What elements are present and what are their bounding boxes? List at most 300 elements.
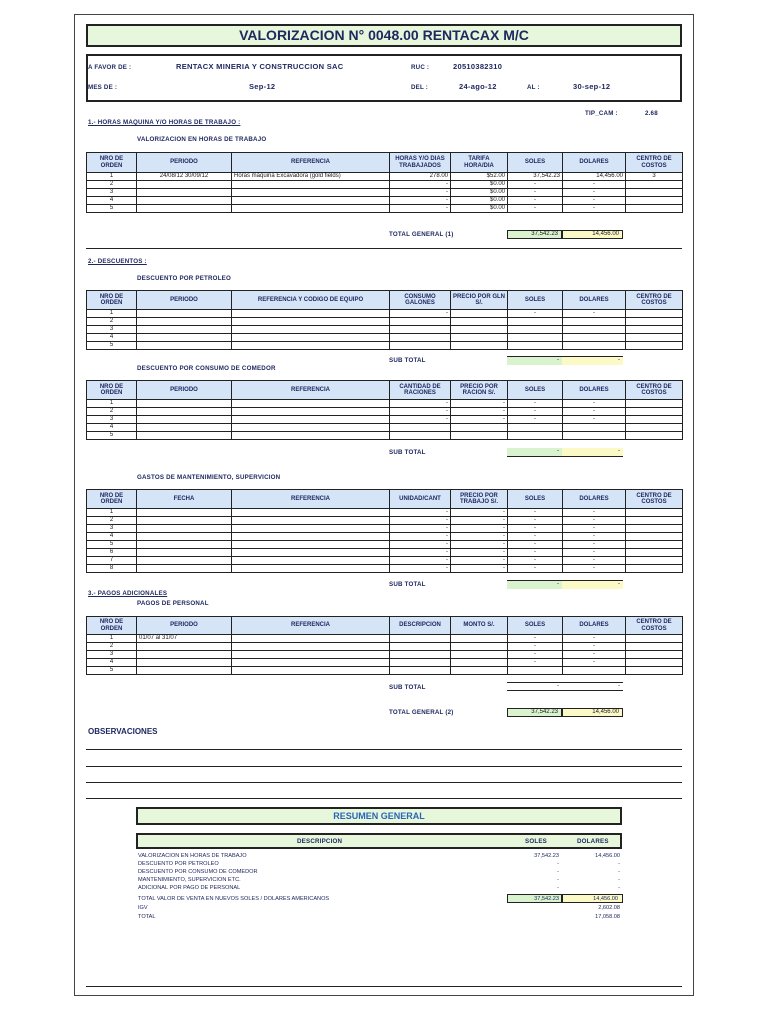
table-cell bbox=[137, 334, 232, 342]
col-header: NRO DE ORDEN bbox=[87, 617, 137, 635]
resumen-col-dolares: DOLARES bbox=[577, 838, 609, 845]
table-cell: 4 bbox=[87, 197, 137, 205]
table-cell bbox=[626, 549, 683, 557]
resumen-dolares: 2,602.08 bbox=[598, 905, 620, 911]
table-cell: - bbox=[390, 557, 451, 565]
table-cell bbox=[508, 318, 563, 326]
table-cell: 2 bbox=[87, 643, 137, 651]
table-cell bbox=[232, 565, 390, 573]
al-value: 30-sep-12 bbox=[573, 82, 611, 91]
table-cell: 3 bbox=[626, 173, 683, 181]
mes-value: Sep-12 bbox=[249, 82, 276, 91]
resumen-dolares: - bbox=[618, 861, 620, 867]
col-header: UNIDAD/CANT bbox=[390, 490, 451, 509]
resumen-row bbox=[138, 868, 622, 876]
table-row bbox=[87, 659, 683, 667]
table-cell bbox=[390, 334, 451, 342]
table-cell bbox=[626, 557, 683, 565]
table-row bbox=[87, 509, 683, 517]
table-cell: - bbox=[390, 549, 451, 557]
table-cell: - bbox=[451, 533, 508, 541]
table-cell: - bbox=[563, 205, 626, 213]
table-cell: - bbox=[390, 533, 451, 541]
col-header: PERIODO bbox=[137, 381, 232, 400]
col-header: PRECIO POR RACION S/. bbox=[451, 381, 508, 400]
table-cell bbox=[232, 635, 390, 643]
total-general-1-label: TOTAL GENERAL (1) bbox=[389, 231, 454, 238]
table-cell: - bbox=[563, 659, 626, 667]
table-cell: 3 bbox=[87, 189, 137, 197]
table-cell bbox=[232, 557, 390, 565]
table-cell bbox=[232, 205, 390, 213]
resumen-desc: MANTENIMIENTO, SUPERVICION ETC. bbox=[138, 877, 241, 883]
col-header: DOLARES bbox=[563, 490, 626, 509]
table-cell: - bbox=[508, 549, 563, 557]
table-row bbox=[87, 549, 683, 557]
table-cell: - bbox=[390, 509, 451, 517]
table-cell: 2 bbox=[87, 408, 137, 416]
table-cell bbox=[232, 659, 390, 667]
table-cell: - bbox=[508, 651, 563, 659]
table-row bbox=[87, 651, 683, 659]
table-cell: 2 bbox=[87, 318, 137, 326]
table-cell: 3 bbox=[87, 416, 137, 424]
table-cell: 1 bbox=[87, 509, 137, 517]
table-cell: - bbox=[508, 189, 563, 197]
table-cell: - bbox=[563, 635, 626, 643]
table-cell bbox=[232, 533, 390, 541]
table-cell bbox=[508, 326, 563, 334]
resumen-soles: - bbox=[557, 885, 559, 891]
mantenimiento-subtotal-label: SUB TOTAL bbox=[389, 581, 426, 588]
table-cell: - bbox=[508, 643, 563, 651]
table-row bbox=[87, 197, 683, 205]
ruc-label: RUC : bbox=[411, 64, 430, 71]
col-header: DOLARES bbox=[563, 291, 626, 310]
table-cell bbox=[626, 334, 683, 342]
col-header: DESCRIPCION bbox=[390, 617, 451, 635]
table-cell: - bbox=[390, 525, 451, 533]
resumen-row bbox=[138, 852, 622, 860]
table-cell: - bbox=[563, 189, 626, 197]
resumen-soles: 37,542.23 bbox=[534, 853, 559, 859]
table-cell: - bbox=[508, 509, 563, 517]
table-cell bbox=[137, 667, 232, 675]
table-row bbox=[87, 517, 683, 525]
table-cell: - bbox=[390, 517, 451, 525]
table-cell bbox=[137, 181, 232, 189]
table-cell bbox=[232, 667, 390, 675]
resumen-dolares: - bbox=[618, 877, 620, 883]
table-row bbox=[87, 424, 683, 432]
petroleo-subtotal-label: SUB TOTAL bbox=[389, 357, 426, 364]
table-cell: - bbox=[508, 400, 563, 408]
table-cell: $0.00 bbox=[451, 197, 508, 205]
comedor-subtotal-soles: - bbox=[507, 448, 562, 457]
resumen-dolares: 14,456.00 bbox=[595, 853, 620, 859]
table-cell: - bbox=[508, 205, 563, 213]
resumen-desc: TOTAL VALOR DE VENTA EN NUEVOS SOLES / DOLARES AMERICANOS bbox=[138, 896, 330, 902]
table-cell bbox=[390, 326, 451, 334]
table-cell: - bbox=[563, 181, 626, 189]
table-cell bbox=[232, 189, 390, 197]
observaciones-line bbox=[86, 782, 682, 783]
table-cell: - bbox=[563, 416, 626, 424]
table-row bbox=[87, 557, 683, 565]
table-cell: - bbox=[390, 541, 451, 549]
table-cell: 2 bbox=[87, 517, 137, 525]
col-header: REFERENCIA Y CODIGO DE EQUIPO bbox=[232, 291, 390, 310]
resumen-desc: VALORIZACION EN HORAS DE TRABAJO bbox=[138, 853, 247, 859]
table-cell: 5 bbox=[87, 432, 137, 440]
section-divider bbox=[86, 248, 682, 249]
table-cell: 5 bbox=[87, 667, 137, 675]
table-cell: 1 bbox=[87, 173, 137, 181]
table-cell bbox=[563, 424, 626, 432]
table-cell bbox=[626, 432, 683, 440]
table-cell bbox=[390, 342, 451, 350]
col-header: HORAS Y/O DIAS TRABAJADOS bbox=[390, 153, 451, 173]
col-header: DOLARES bbox=[563, 381, 626, 400]
table-cell bbox=[626, 310, 683, 318]
resumen-soles: - bbox=[557, 869, 559, 875]
table-cell: - bbox=[390, 400, 451, 408]
table-header-row bbox=[87, 490, 683, 509]
table-cell bbox=[137, 424, 232, 432]
col-header: FECHA bbox=[137, 490, 232, 509]
table-cell bbox=[451, 432, 508, 440]
resumen-row bbox=[138, 913, 622, 921]
table-cell bbox=[137, 342, 232, 350]
table-cell: - bbox=[563, 197, 626, 205]
table-cell: - bbox=[451, 557, 508, 565]
table-cell: 7 bbox=[87, 557, 137, 565]
table-cell: 3 bbox=[87, 651, 137, 659]
table-cell bbox=[137, 549, 232, 557]
resumen-desc: ADICIONAL POR PAGO DE PERSONAL bbox=[138, 885, 241, 891]
resumen-col-desc: DESCRIPCION bbox=[297, 838, 343, 845]
table-cell bbox=[626, 667, 683, 675]
table-cell: - bbox=[508, 310, 563, 318]
col-header: DOLARES bbox=[563, 617, 626, 635]
bottom-rule bbox=[86, 986, 682, 987]
table-cell bbox=[232, 326, 390, 334]
table-cell: 4 bbox=[87, 659, 137, 667]
table-row bbox=[87, 667, 683, 675]
comedor-subheading: DESCUENTO POR CONSUMO DE COMEDOR bbox=[137, 365, 276, 372]
table-cell bbox=[137, 643, 232, 651]
table-cell bbox=[563, 342, 626, 350]
table-cell: - bbox=[451, 408, 508, 416]
table-cell: Horas máquina Excavadora (gold fields) bbox=[232, 173, 390, 181]
table-cell: - bbox=[563, 565, 626, 573]
table-cell: - bbox=[390, 189, 451, 197]
col-header: REFERENCIA bbox=[232, 381, 390, 400]
total-general-2-soles: 37,542.23 bbox=[507, 708, 562, 717]
table-cell: 8 bbox=[87, 565, 137, 573]
table-cell bbox=[137, 651, 232, 659]
total-general-2-label: TOTAL GENERAL (2) bbox=[389, 709, 454, 716]
table-cell: - bbox=[451, 525, 508, 533]
petroleo-subheading: DESCUENTO POR PETROLEO bbox=[137, 275, 232, 282]
table-row bbox=[87, 525, 683, 533]
table-cell: - bbox=[390, 565, 451, 573]
table-cell bbox=[626, 326, 683, 334]
table-cell: - bbox=[508, 565, 563, 573]
table-cell bbox=[390, 424, 451, 432]
table-cell bbox=[137, 659, 232, 667]
pagos-subtotal-soles: - bbox=[507, 682, 562, 691]
table-cell bbox=[137, 197, 232, 205]
del-label: DEL : bbox=[411, 84, 429, 91]
table-cell: 3 bbox=[87, 326, 137, 334]
table-cell: $0.00 bbox=[451, 205, 508, 213]
table-cell bbox=[451, 659, 508, 667]
table-cell bbox=[232, 541, 390, 549]
table-cell bbox=[137, 416, 232, 424]
resumen-desc: TOTAL bbox=[138, 914, 156, 920]
table-row bbox=[87, 205, 683, 213]
table-cell bbox=[137, 189, 232, 197]
observaciones-line bbox=[86, 766, 682, 767]
table-cell: - bbox=[563, 310, 626, 318]
total-general-1-dolares: 14,456.00 bbox=[562, 230, 623, 239]
resumen-dolares: - bbox=[618, 869, 620, 875]
table-cell bbox=[563, 318, 626, 326]
col-header: CENTRO DE COSTOS bbox=[626, 153, 683, 173]
table-cell: 5 bbox=[87, 342, 137, 350]
table-cell: - bbox=[508, 181, 563, 189]
table-cell bbox=[137, 326, 232, 334]
resumen-desc: DESCUENTO POR PETROLEO bbox=[138, 861, 219, 867]
table-cell bbox=[232, 643, 390, 651]
section-2-heading: 2.- DESCUENTOS : bbox=[88, 258, 147, 265]
table-cell bbox=[563, 667, 626, 675]
resumen-title: RESUMEN GENERAL bbox=[136, 807, 622, 825]
table-cell: 4 bbox=[87, 424, 137, 432]
favor-label: A FAVOR DE : bbox=[88, 64, 132, 71]
table-cell: 5 bbox=[87, 205, 137, 213]
col-header: CONSUMO GALONES bbox=[390, 291, 451, 310]
table-cell: - bbox=[563, 408, 626, 416]
table-cell bbox=[563, 334, 626, 342]
table-cell bbox=[137, 400, 232, 408]
table-cell: - bbox=[451, 517, 508, 525]
table-cell: 4 bbox=[87, 334, 137, 342]
table-row bbox=[87, 408, 683, 416]
comedor-subtotal-dolares: - bbox=[562, 448, 623, 457]
col-header: PRECIO POR TRABAJO S/. bbox=[451, 490, 508, 509]
resumen-row bbox=[138, 895, 622, 903]
col-header: NRO DE ORDEN bbox=[87, 490, 137, 509]
table-cell bbox=[232, 342, 390, 350]
table-cell: 278.00 bbox=[390, 173, 451, 181]
table-cell bbox=[137, 310, 232, 318]
table-cell bbox=[626, 205, 683, 213]
table-cell bbox=[137, 432, 232, 440]
table-cell: 14,456.00 bbox=[563, 173, 626, 181]
table-cell bbox=[232, 408, 390, 416]
table-row bbox=[87, 635, 683, 643]
tipcam-label: TIP_CAM : bbox=[585, 110, 618, 117]
table-cell bbox=[232, 310, 390, 318]
resumen-col-soles: SOLES bbox=[525, 838, 547, 845]
table-cell bbox=[390, 318, 451, 326]
table-cell bbox=[232, 424, 390, 432]
resumen-soles: - bbox=[557, 877, 559, 883]
col-header: CENTRO DE COSTOS bbox=[626, 490, 683, 509]
table-cell: 2 bbox=[87, 181, 137, 189]
resumen-header bbox=[136, 833, 622, 849]
table-cell: 24/08/12 30/09/12 bbox=[137, 173, 232, 181]
section-3-heading: 3.- PAGOS ADICIONALES bbox=[88, 590, 168, 597]
col-header: CENTRO DE COSTOS bbox=[626, 617, 683, 635]
table-cell bbox=[451, 424, 508, 432]
table-cell bbox=[232, 432, 390, 440]
total-general-2-dolares: 14,456.00 bbox=[562, 708, 623, 717]
table-cell bbox=[508, 334, 563, 342]
observaciones-line bbox=[86, 798, 682, 799]
table-cell: - bbox=[563, 509, 626, 517]
table-cell: - bbox=[508, 557, 563, 565]
table-cell: $0.00 bbox=[451, 189, 508, 197]
table-header-row bbox=[87, 381, 683, 400]
table-cell: - bbox=[390, 310, 451, 318]
table-cell bbox=[626, 197, 683, 205]
table-cell: 01/07 al 31/07 bbox=[137, 635, 232, 643]
table-cell: - bbox=[451, 416, 508, 424]
tipcam-value: 2.68 bbox=[645, 110, 658, 117]
col-header: NRO DE ORDEN bbox=[87, 153, 137, 173]
ruc-value: 20510382310 bbox=[453, 62, 503, 71]
table-cell bbox=[451, 318, 508, 326]
resumen-row bbox=[138, 860, 622, 868]
table-cell: - bbox=[390, 181, 451, 189]
table-cell bbox=[137, 525, 232, 533]
table-cell: - bbox=[563, 557, 626, 565]
horas-trabajo-table bbox=[86, 152, 683, 213]
section-1-heading: 1.- HORAS MAQUINA Y/O HORAS DE TRABAJO : bbox=[88, 119, 241, 126]
pagos-personal-subheading: PAGOS DE PERSONAL bbox=[137, 600, 209, 607]
table-row bbox=[87, 643, 683, 651]
table-cell: 1 bbox=[87, 400, 137, 408]
table-cell bbox=[232, 181, 390, 189]
table-cell bbox=[390, 432, 451, 440]
table-cell: - bbox=[563, 651, 626, 659]
table-cell bbox=[390, 659, 451, 667]
table-cell: - bbox=[508, 659, 563, 667]
petroleo-subtotal-soles: - bbox=[507, 356, 562, 365]
table-cell bbox=[626, 509, 683, 517]
table-cell bbox=[626, 659, 683, 667]
table-cell bbox=[626, 517, 683, 525]
table-cell bbox=[451, 651, 508, 659]
mantenimiento-subheading: GASTOS DE MANTENIMIENTO, SUPERVICION bbox=[137, 474, 281, 481]
col-header: CENTRO DE COSTOS bbox=[626, 291, 683, 310]
table-cell bbox=[137, 541, 232, 549]
table-cell bbox=[232, 549, 390, 557]
table-cell bbox=[390, 651, 451, 659]
table-cell bbox=[508, 342, 563, 350]
col-header: SOLES bbox=[508, 153, 563, 173]
table-cell bbox=[232, 318, 390, 326]
resumen-row bbox=[138, 884, 622, 892]
table-cell bbox=[626, 408, 683, 416]
pagos-personal-table bbox=[86, 616, 683, 675]
mantenimiento-subtotal-dolares: - bbox=[562, 580, 623, 589]
table-row bbox=[87, 173, 683, 181]
mantenimiento-table bbox=[86, 489, 683, 573]
table-cell: - bbox=[390, 205, 451, 213]
section-1-subheading: VALORIZACION EN HORAS DE TRABAJO bbox=[137, 136, 267, 143]
table-cell bbox=[390, 643, 451, 651]
table-cell bbox=[232, 416, 390, 424]
comedor-table bbox=[86, 380, 683, 440]
table-cell bbox=[626, 416, 683, 424]
petroleo-subtotal-dolares: - bbox=[562, 356, 623, 365]
table-cell bbox=[563, 326, 626, 334]
resumen-dolares: 14,456.00 bbox=[593, 896, 618, 902]
table-cell bbox=[137, 557, 232, 565]
table-cell: - bbox=[508, 533, 563, 541]
table-row bbox=[87, 181, 683, 189]
table-header-row bbox=[87, 291, 683, 310]
table-cell bbox=[232, 334, 390, 342]
al-label: AL : bbox=[527, 84, 540, 91]
table-cell bbox=[137, 318, 232, 326]
mantenimiento-subtotal-soles: - bbox=[507, 580, 562, 589]
table-cell bbox=[626, 533, 683, 541]
table-cell bbox=[232, 517, 390, 525]
total-general-1-soles: 37,542.23 bbox=[507, 230, 562, 239]
table-cell: 4 bbox=[87, 533, 137, 541]
table-cell: - bbox=[508, 408, 563, 416]
document-title: VALORIZACION N° 0048.00 RENTACAX M/C bbox=[86, 24, 682, 47]
table-cell: - bbox=[563, 549, 626, 557]
table-cell: - bbox=[390, 408, 451, 416]
table-cell: - bbox=[508, 541, 563, 549]
table-cell bbox=[137, 533, 232, 541]
table-cell: 5 bbox=[87, 541, 137, 549]
table-cell bbox=[508, 667, 563, 675]
table-cell bbox=[626, 424, 683, 432]
resumen-desc: IGV bbox=[138, 905, 148, 911]
comedor-subtotal-label: SUB TOTAL bbox=[389, 449, 426, 456]
table-cell bbox=[508, 424, 563, 432]
table-row bbox=[87, 541, 683, 549]
table-cell: - bbox=[508, 416, 563, 424]
table-cell: $52.00 bbox=[451, 173, 508, 181]
col-header: TARIFA HORA/DIA bbox=[451, 153, 508, 173]
table-cell bbox=[626, 565, 683, 573]
table-cell bbox=[508, 432, 563, 440]
col-header: DOLARES bbox=[563, 153, 626, 173]
table-cell: - bbox=[451, 400, 508, 408]
table-header-row bbox=[87, 153, 683, 173]
table-cell bbox=[626, 643, 683, 651]
table-header-row bbox=[87, 617, 683, 635]
resumen-row bbox=[138, 904, 622, 912]
table-cell: - bbox=[563, 643, 626, 651]
table-cell: 1 bbox=[87, 635, 137, 643]
table-cell: $0.00 bbox=[451, 181, 508, 189]
observaciones-line bbox=[86, 749, 682, 750]
table-cell bbox=[137, 517, 232, 525]
table-cell bbox=[232, 525, 390, 533]
col-header: PERIODO bbox=[137, 617, 232, 635]
table-row bbox=[87, 334, 683, 342]
mes-label: MES DE : bbox=[88, 84, 118, 91]
